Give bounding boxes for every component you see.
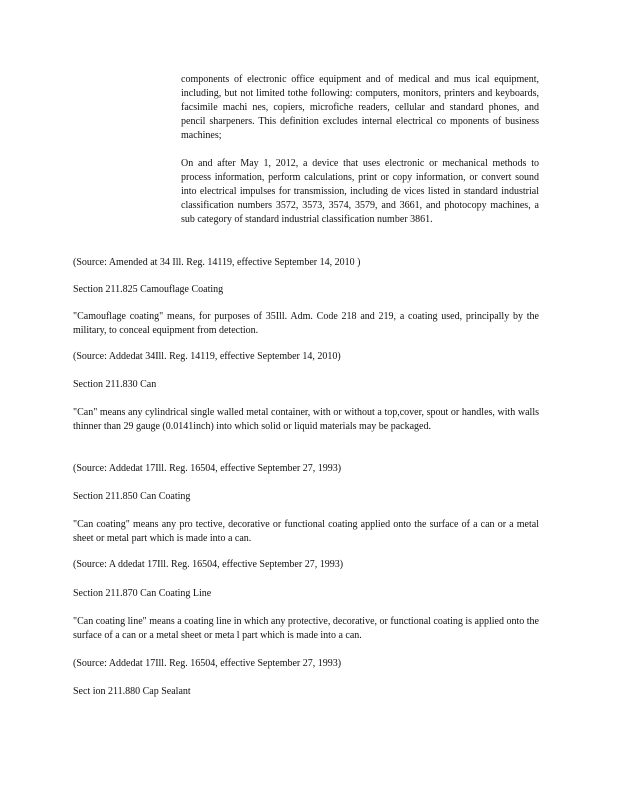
source-note-2: (Source: Addedat 34Ill. Reg. 14119, effective September 14, 2010): [73, 351, 341, 362]
paragraph-can-coating-definition: "Can coating" means any pro tective, decorative or functional coating applied onto the surface of a can or a metal sheet or metal part which is made into a can.: [73, 519, 539, 544]
source-note-4: (Source: A ddedat 17Ill. Reg. 16504, effective September 27, 1993): [73, 559, 344, 570]
section-heading-211-850: Section 211.850 Can Coating: [73, 491, 191, 502]
source-note-1: (Source: Amended at 34 Ill. Reg. 14119, effective September 14, 2010 ): [73, 257, 361, 268]
section-heading-211-830: Section 211.830 Can: [73, 379, 157, 390]
source-note-3: (Source: Addedat 17Ill. Reg. 16504, effective September 27, 1993): [73, 463, 342, 474]
paragraph-can-coating-line-definition: "Can coating line" means a coating line in which any protective, decorative, or functional coating is applied onto the surface of a can or a metal sheet or meta l part which is made into a can.: [73, 616, 539, 641]
paragraph-can-definition: "Can" means any cylindrical single walled metal container, with or without a top,cover, spout or handles, with walls thinner than 29 gauge (0.0141inch) into which solid or liquid materials may be packaged.: [73, 407, 539, 432]
section-heading-211-880: Sect ion 211.880 Cap Sealant: [73, 686, 191, 697]
paragraph-office-equipment-components: components of electronic office equipment and of medical and mus ical equipment, including, but not limited tothe following: computers, monitors, printers and keyboards, facsimile machi nes, copiers, microfiche readers, cellular and standard phones, and pencil sharpeners. This definition excludes internal electrical co mponents of business machines;: [181, 74, 539, 141]
section-heading-211-825: Section 211.825 Camouflage Coating: [73, 284, 224, 295]
section-heading-211-870: Section 211.870 Can Coating Line: [73, 588, 212, 599]
paragraph-may-2012-device-definition: On and after May 1, 2012, a device that uses electronic or mechanical methods to process information, perform calculations, print or copy information, or convert sound into electrical impulses for transmission, including de vices listed in standard industrial classification numbers 3572, 3573, 3574, 3579, and 3661, and photocopy machines, a sub category of standard industrial classification number 3861.: [181, 158, 539, 225]
paragraph-camouflage-coating-definition: "Camouflage coating" means, for purposes of 35Ill. Adm. Code 218 and 219, a coating used, principally by the military, to conceal equipment from detection.: [73, 311, 539, 336]
source-note-5: (Source: Addedat 17Ill. Reg. 16504, effective September 27, 1993): [73, 658, 342, 669]
